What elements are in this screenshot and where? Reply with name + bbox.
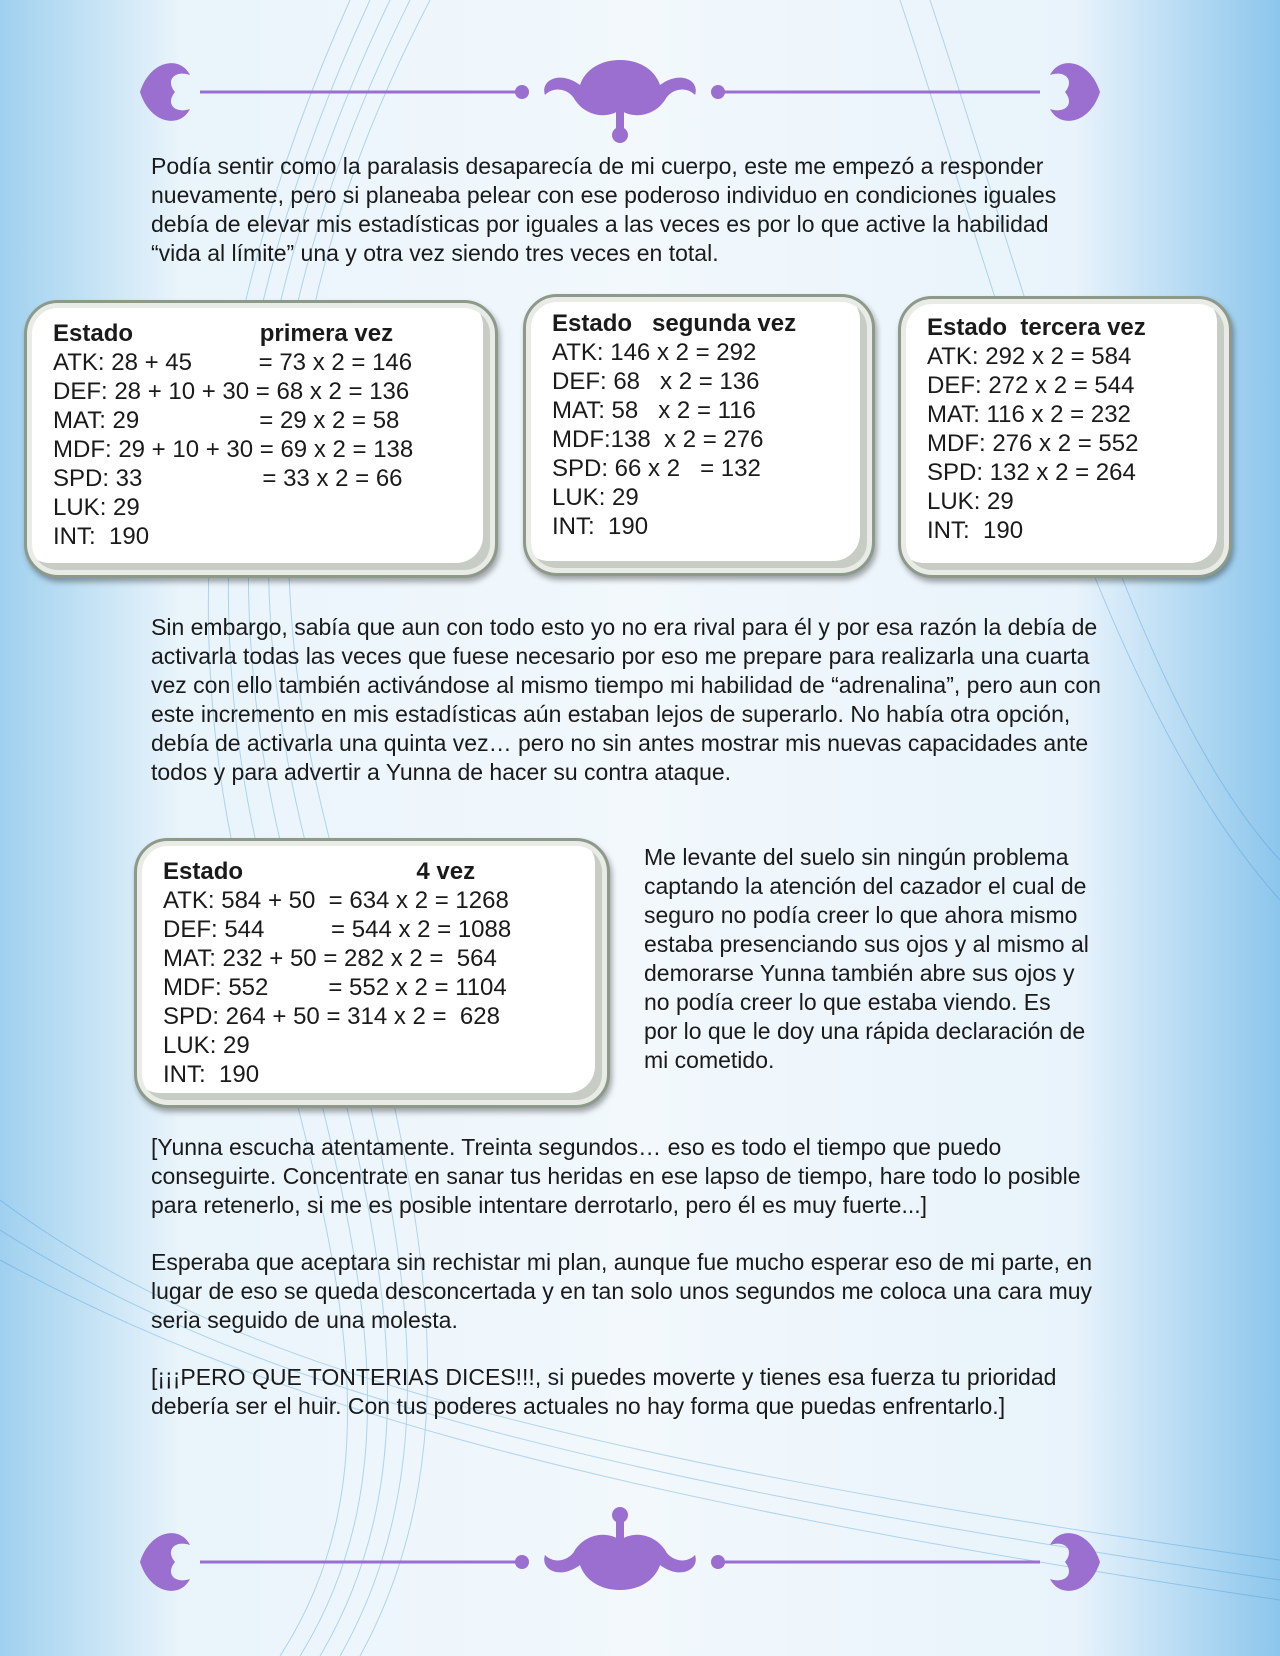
stat-row: MDF: 29 + 10 + 30 = 69 x 2 = 138 xyxy=(53,436,414,463)
paragraph-3: Me levante del suelo sin ningún problema captando la atención del cazador el cual de seguro no podía creer lo que ahora mismo estaba presenciando sus ojos y al mismo al demorarse Yunna también abre sus ojos y no podía creer lo que estaba viendo. Es por lo que le doy una rápida declaración de mi cometido. xyxy=(644,844,1089,1073)
stat-row: DEF: 544 = 544 x 2 = 1088 xyxy=(163,916,512,943)
stat-row: LUK: 29 xyxy=(53,494,140,521)
stats-card-fourth xyxy=(134,838,610,1108)
stat-row: ATK: 146 x 2 = 292 xyxy=(552,339,757,366)
stat-row: DEF: 68 x 2 = 136 xyxy=(552,368,760,395)
paragraph-2: Sin embargo, sabía que aun con todo esto yo no era rival para él y por esa razón la debía de activarla todas las veces que fuese necesario por eso me prepare para realizarla una cuarta vez con ello también activándose al mismo tiempo mi habilidad de “adrenalina”, pero aun con este incremento en mis estadísticas aún estaban lejos de superarlo. No había otra opción, debía de activarla una quinta vez… pero no sin antes mostrar mis nuevas capacidades ante todos y para advertir a Yunna de hacer su contra ataque. xyxy=(151,614,1101,785)
stats-card-first xyxy=(24,300,498,578)
stat-row: INT: 190 xyxy=(163,1061,260,1088)
stat-row: SPD: 33 = 33 x 2 = 66 xyxy=(53,465,403,492)
stat-row: INT: 190 xyxy=(53,523,150,550)
stat-row: SPD: 66 x 2 = 132 xyxy=(552,455,761,482)
stat-row: MAT: 116 x 2 = 232 xyxy=(927,401,1131,428)
stat-row: MAT: 29 = 29 x 2 = 58 xyxy=(53,407,400,434)
stat-row: DEF: 28 + 10 + 30 = 68 x 2 = 136 xyxy=(53,378,410,405)
top-flourish-ornament xyxy=(130,40,1110,150)
stat-row: INT: 190 xyxy=(927,517,1024,544)
stat-row: SPD: 264 + 50 = 314 x 2 = 628 xyxy=(163,1003,500,1030)
stat-row: MAT: 58 x 2 = 116 xyxy=(552,397,756,424)
stat-row: MAT: 232 + 50 = 282 x 2 = 564 xyxy=(163,945,497,972)
stat-row: ATK: 584 + 50 = 634 x 2 = 1268 xyxy=(163,887,509,914)
stat-row: LUK: 29 xyxy=(927,488,1014,515)
stat-row: MDF:138 x 2 = 276 xyxy=(552,426,764,453)
stats-card-third-title: Estado tercera vez xyxy=(927,314,1146,341)
paragraph-4: [Yunna escucha atentamente. Treinta segundos… eso es todo el tiempo que puedo conseguirte. Concentrate en sanar tus heridas en ese lapso de tiempo, hare todo lo posible para retenerlo, si me es posible intentare derrotarlo, pero él es muy fuerte...] xyxy=(151,1134,1081,1218)
stat-row: ATK: 28 + 45 = 73 x 2 = 146 xyxy=(53,349,413,376)
paragraph-6: [¡¡¡PERO QUE TONTERIAS DICES!!!, si puedes moverte y tienes esa fuerza tu prioridad debería ser el huir. Con tus poderes actuales no hay forma que puedas enfrentarlo.] xyxy=(151,1364,1057,1419)
stat-row: LUK: 29 xyxy=(163,1032,250,1059)
stats-card-third xyxy=(898,296,1232,578)
stat-row: LUK: 29 xyxy=(552,484,639,511)
stats-card-first-title: Estado primera vez xyxy=(53,320,394,347)
stat-row: INT: 190 xyxy=(552,513,649,540)
stat-row: ATK: 292 x 2 = 584 xyxy=(927,343,1132,370)
stat-row: DEF: 272 x 2 = 544 xyxy=(927,372,1135,399)
stat-row: SPD: 132 x 2 = 264 xyxy=(927,459,1136,486)
paragraph-5: Esperaba que aceptara sin rechistar mi plan, aunque fue mucho esperar eso de mi parte, en lugar de eso se queda desconcertada y en tan solo unos segundos me coloca una cara muy seria seguido de una molesta. xyxy=(151,1249,1093,1333)
stats-card-second xyxy=(523,294,875,576)
stats-card-fourth-title: Estado 4 vez xyxy=(163,858,476,885)
stats-card-second-title: Estado segunda vez xyxy=(552,310,797,337)
bottom-flourish-ornament xyxy=(130,1500,1110,1610)
stat-row: MDF: 552 = 552 x 2 = 1104 xyxy=(163,974,507,1001)
stat-row: MDF: 276 x 2 = 552 xyxy=(927,430,1139,457)
paragraph-1: Podía sentir como la paralasis desaparecía de mi cuerpo, este me empezó a responder nuevamente, pero si planeaba pelear con ese poderoso individuo en condiciones iguales debía de elevar mis estadísticas por iguales a las veces es por lo que active la habilidad “vida al límite” una y otra vez siendo tres veces en total. xyxy=(151,153,1057,266)
